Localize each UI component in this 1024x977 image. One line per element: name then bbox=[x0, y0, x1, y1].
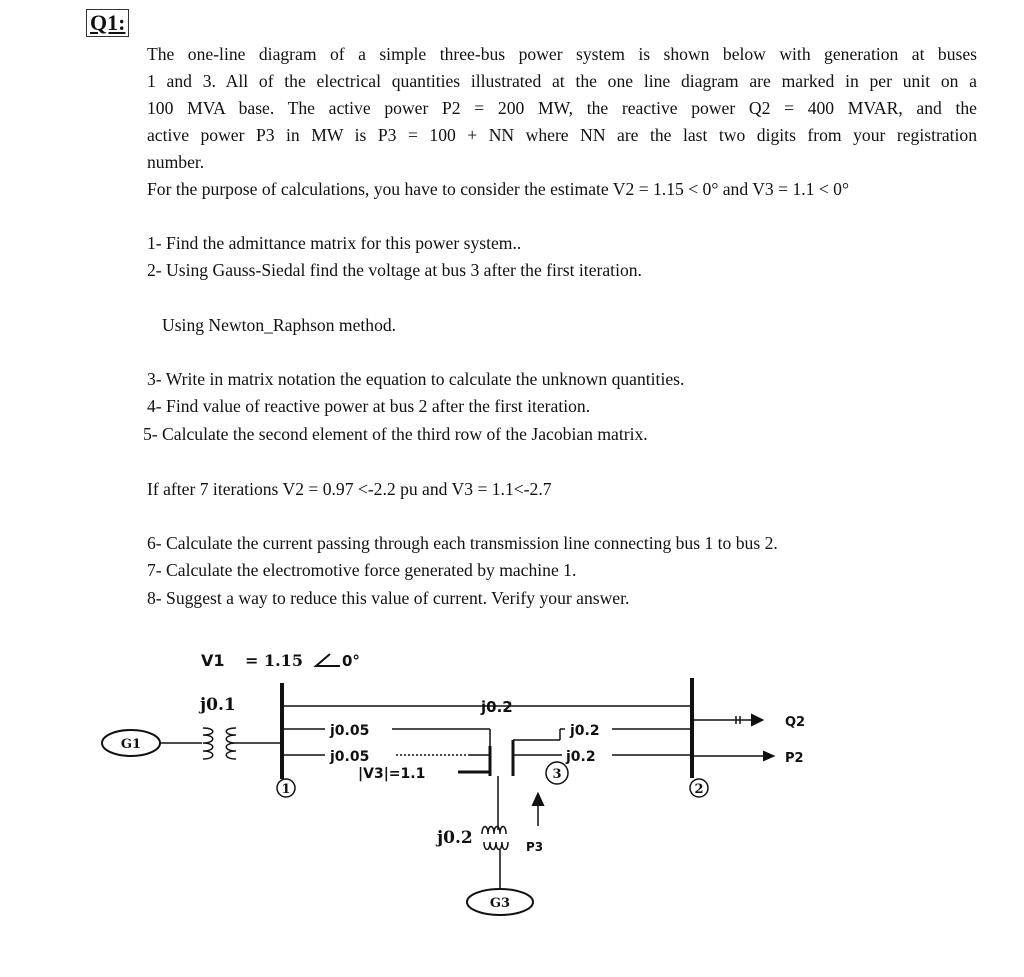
transformer-g3-upper bbox=[482, 827, 506, 835]
bus-1-label: 1 bbox=[281, 782, 291, 797]
p2-label: P2 bbox=[785, 751, 804, 766]
transformer-g1-primary bbox=[203, 728, 213, 759]
v1-angle: 0° bbox=[342, 652, 360, 670]
p3-arrow bbox=[533, 794, 543, 805]
task-8: 8- Suggest a way to reduce this value of current. Verify your answer. bbox=[147, 588, 630, 608]
bus-3-label: 3 bbox=[552, 767, 562, 782]
bus-2-label: 2 bbox=[694, 782, 704, 797]
angle-icon bbox=[316, 654, 340, 666]
g3-label: G3 bbox=[489, 896, 511, 911]
task-4: 4- Find value of reactive power at bus 2 after the first iteration. bbox=[147, 396, 591, 416]
x-line-1-2-label: j0.2 bbox=[481, 698, 513, 716]
intro-line: The one-line diagram of a simple three-bus power system is shown below with generation at buses bbox=[147, 44, 977, 64]
task-5: 5- Calculate the second element of the third row of the Jacobian matrix. bbox=[143, 424, 648, 444]
p2-arrow bbox=[764, 752, 773, 760]
task-7: 7- Calculate the electromotive force generated by machine 1. bbox=[147, 560, 577, 580]
v1-label: V1 bbox=[201, 651, 225, 670]
g1-label: G1 bbox=[120, 737, 142, 752]
intro-line: active power P3 in MW is P3 = 100 + NN where NN are the last two digits from your registration bbox=[147, 125, 977, 145]
task-1: 1- Find the admittance matrix for this power system.. bbox=[147, 233, 522, 253]
v3-magnitude-label: |V3|=1.1 bbox=[358, 766, 426, 782]
x-line-3-2a-label: j0.2 bbox=[570, 723, 600, 739]
task-2: 2- Using Gauss-Siedal find the voltage at bus 3 after the first iteration. bbox=[147, 260, 642, 280]
p3-label: P3 bbox=[526, 840, 544, 854]
transformer-g1-secondary bbox=[226, 728, 236, 759]
newton-raphson-heading: Using Newton_Raphson method. bbox=[162, 315, 397, 335]
estimate-line: For the purpose of calculations, you have to consider the estimate V2 = 1.15 < 0° and V3 = 1.1 < 0° bbox=[147, 179, 849, 199]
q2-label: Q2 bbox=[785, 715, 806, 730]
x-line-3-2b-label: j0.2 bbox=[566, 749, 596, 765]
transformer-g3-lower bbox=[484, 842, 508, 850]
iteration-line: If after 7 iterations V2 = 0.97 <-2.2 pu and V3 = 1.1<-2.7 bbox=[147, 479, 552, 499]
v1-value: = 1.15 bbox=[245, 651, 303, 670]
q2-arrow bbox=[752, 715, 762, 725]
question-label: Q1: bbox=[86, 9, 129, 37]
intro-line: 100 MVA base. The active power P2 = 200 MW, the reactive power Q2 = 400 MVAR, and the bbox=[147, 98, 977, 118]
x-line-1-3b-label: j0.05 bbox=[330, 749, 370, 765]
x-line-1-3a-label: j0.05 bbox=[330, 723, 370, 739]
intro-line: number. bbox=[147, 152, 205, 172]
task-3: 3- Write in matrix notation the equation to calculate the unknown quantities. bbox=[147, 369, 685, 389]
intro-line: 1 and 3. All of the electrical quantities illustrated at the one line diagram are marked in per unit on a bbox=[147, 71, 977, 91]
x-g3-label: j0.2 bbox=[437, 828, 473, 848]
x-g1-label: j0.1 bbox=[200, 695, 236, 715]
task-6: 6- Calculate the current passing through each transmission line connecting bus 1 to bus 2. bbox=[147, 533, 778, 553]
